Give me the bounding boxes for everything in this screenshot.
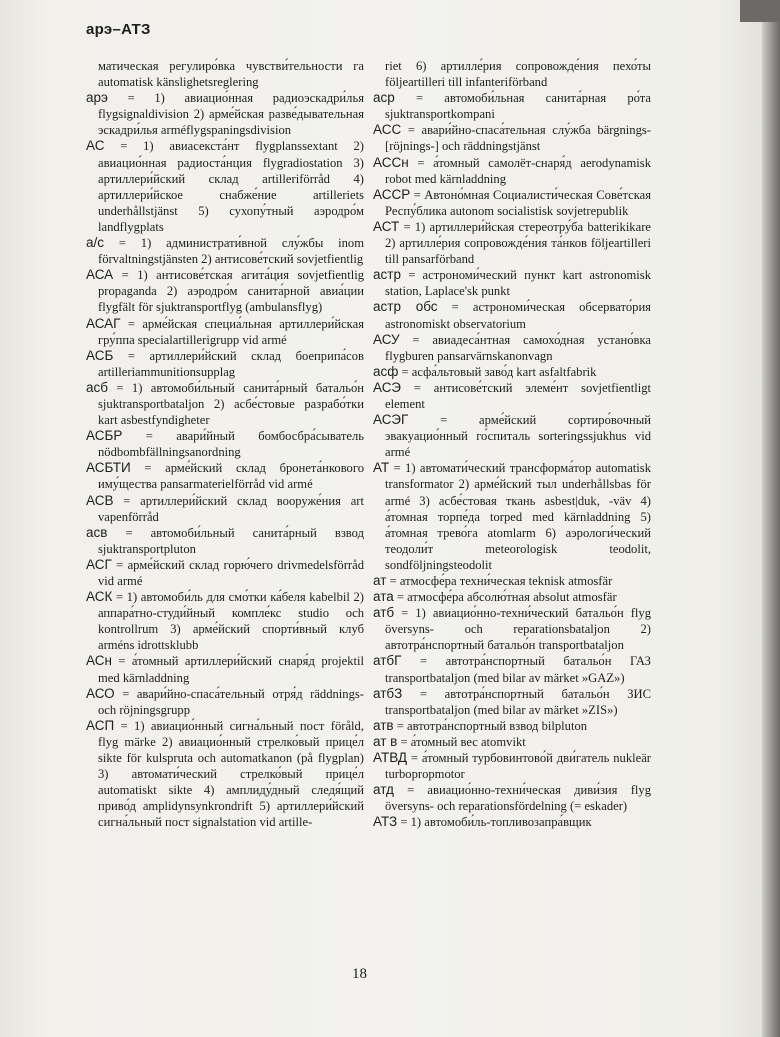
entry-headword: атб	[373, 605, 395, 621]
page-edge	[762, 0, 780, 1037]
left-column	[86, 58, 364, 831]
entry-definition: = 1) авиацио́нный сигна́льный пост föråld, flyg märke 2) авиацио́нный стрелко́вый прице́л sikte för kulspruta och automatkanon (på flygplan) 3) автомати́ческий стрелко́вый прице́л automatiskt sikte 4) амплиду́дный следя́щий приво́д amplidynsynkrondrift 5) артиллери́йский сигна́льный пост signalstation vid artille-	[98, 718, 364, 830]
entry-headword: АССн	[373, 154, 409, 170]
entry-definition: = астрономи́ческая обсервато́рия astronomiskt observatorium	[385, 300, 651, 331]
dictionary-entry	[373, 58, 651, 90]
dictionary-entry	[373, 589, 651, 605]
entry-definition: = автомоби́льная санита́рная ро́та sjuktransportkompani	[385, 91, 651, 122]
entry-definition: = арме́йский склад горю́чего drivmedelsförråd vid armé	[98, 557, 364, 588]
entry-headword: а/с	[86, 235, 105, 251]
entry-definition: = а́томный артиллери́йский снаря́д projektil med kärnladdning	[98, 654, 364, 685]
entry-definition: = 1) авиацио́нно-техни́ческий батальо́н flyg översyns- och reparationsbataljon 2) автотра́нспортный батальо́н transportbataljon	[385, 606, 651, 653]
dictionary-entry	[373, 219, 651, 267]
dictionary-entry	[86, 90, 364, 138]
entry-definition: = 1) автомати́ческий трансформа́тор automatisk transformator 2) арме́йский тыл underhållsbas för armé 3) асбе́стовая ткань asbest|duk, -väv 4) а́томная торпе́да torped med kärnladdning 5) а́томная трево́га atomlarm 6) аэрологи́ческий теодоли́т meteorologisk teodolit, sondföljningsteodolit	[385, 461, 651, 572]
entry-headword: АСА	[86, 267, 114, 283]
entry-definition: = атмосфе́ра абсолю́тная absolut atmosfär	[396, 590, 617, 605]
entry-headword: АСЭ	[373, 379, 402, 395]
entry-definition: = 1) автомоби́ль для смо́тки ка́беля kabelbil 2) аппара́тно-студи́йный компле́кс studio och kontrollrum 3) арме́йский спорти́вный клуб arméns idrottsklubb	[98, 590, 364, 653]
dictionary-entry	[373, 718, 651, 734]
entry-headword: АС	[86, 138, 105, 154]
entry-headword: асв	[86, 524, 108, 540]
entry-headword: АСУ	[373, 331, 400, 347]
entry-headword: атв	[373, 717, 394, 733]
dictionary-entry	[373, 460, 651, 573]
entry-definition: = 1) автомоби́льный санита́рный батальо́н sjuktransportbataljon 2) асбе́стовые разрабо́тки kart asbestfyndigheter	[98, 380, 364, 428]
entry-headword: ата	[373, 589, 394, 605]
dictionary-entry	[373, 90, 651, 122]
entry-headword: АСП	[86, 717, 115, 733]
dictionary-entry	[373, 412, 651, 460]
dictionary-entry	[373, 686, 651, 718]
entry-headword: АСБТИ	[86, 460, 131, 476]
dictionary-entry	[373, 299, 651, 331]
entry-headword: астр обс	[373, 299, 438, 315]
dictionary-entry	[86, 653, 364, 685]
entry-definition: = атмосфе́ра техни́ческая teknisk atmosfär	[389, 574, 613, 588]
dictionary-entry	[86, 235, 364, 267]
entry-definition: = 1) артиллери́йская стереотру́ба batterikikare 2) артилле́рия сопровожде́ния та́нков följeartilleri till pansarförband	[385, 219, 651, 267]
entry-definition: = а́томный вес atomvikt	[400, 734, 526, 749]
entry-definition: = автотра́нспортный батальо́н ЗИС transportbataljon (med bilar av märket »ZIS»)	[385, 686, 651, 717]
dictionary-entry	[373, 380, 651, 412]
entry-headword: асф	[373, 363, 399, 379]
entry-headword: АТВД	[373, 750, 408, 766]
entry-definition: = арме́йская специа́льная артиллери́йская гру́ппа specialartillerigrupp vid armé	[98, 316, 364, 347]
dictionary-entry	[86, 316, 364, 348]
entry-headword: АССР	[373, 186, 411, 202]
dictionary-entry	[373, 364, 651, 380]
entry-headword: атбГ	[373, 653, 402, 669]
entry-headword: АСК	[86, 589, 113, 605]
dictionary-entry	[86, 460, 364, 492]
entry-definition: = автотра́нспортный взвод bilpluton	[396, 718, 588, 733]
entry-headword: АСЭГ	[373, 412, 409, 428]
dictionary-entry	[373, 605, 651, 653]
entry-definition: = 1) администрати́вной слу́жбы inom förvaltningstjänsten 2) антисове́тский sovjetfientlig	[98, 236, 364, 267]
dictionary-entry	[373, 734, 651, 750]
dictionary-entry	[86, 428, 364, 460]
entry-headword: АСГ	[86, 556, 112, 572]
entry-headword: астр	[373, 267, 401, 283]
entry-definition: = 1) антисове́тская агита́ция sovjetfientlig propaganda 2) аэродро́м санита́рной авиа́ции flygfält för sjuktransportflyg (ambulansflyg)	[98, 268, 365, 315]
entry-definition: = авиадеса́нтная самохо́дная устано́вка flygburen pansarvärnskanonvagn	[385, 332, 651, 363]
entry-headword: АСБ	[86, 347, 114, 363]
entry-definition: = авари́йно-спаса́тельный отря́д räddnings- och röjningsgrupp	[98, 686, 364, 717]
entry-headword: асб	[86, 379, 108, 395]
dictionary-entry	[86, 493, 364, 525]
entry-definition: = артиллери́йский склад боеприпа́сов artilleriammunitionsupplag	[98, 348, 364, 379]
dictionary-entry	[86, 138, 364, 235]
dictionary-entry	[86, 380, 364, 428]
running-head: арэ–АТЗ	[86, 21, 151, 38]
dictionary-entry	[373, 187, 651, 219]
entry-definition: = артиллери́йский склад вооруже́ния art vapenförråd	[98, 493, 364, 524]
entry-definition: = 1) авиасекста́нт flygplanssextant 2) авиацио́нная радиоста́нция flygradiostation 3) артиллери́йский склад artilleriförråd 4) артиллери́йское снабже́ние artilleriets underhållstjänst 5) сухопу́тный аэродро́м landflygplats	[98, 139, 364, 234]
entry-headword: АСБР	[86, 428, 123, 444]
right-column	[373, 58, 651, 831]
dictionary-entry	[373, 750, 651, 782]
entry-definition: = астрономи́ческий пункт kart astronomisk station, Laplace'sk punkt	[385, 268, 652, 299]
dictionary-entry	[373, 573, 651, 589]
entry-headword: ат	[373, 573, 387, 588]
entry-headword: АСАГ	[86, 315, 121, 331]
entry-headword: АТЗ	[373, 814, 398, 830]
entry-headword: атд	[373, 782, 394, 798]
dictionary-entry	[86, 686, 364, 718]
entry-headword: атбЗ	[373, 685, 403, 701]
page-number: 18	[352, 966, 367, 982]
entry-definition: = 1) автомоби́ль-топливозапра́вщик	[400, 815, 592, 830]
entry-headword: ат в	[373, 733, 398, 749]
entry-definition: = автотра́нспортный батальо́н ГАЗ transportbataljon (med bilar av märket »GAZ»)	[385, 654, 651, 685]
entry-headword: аср	[373, 90, 395, 106]
dictionary-entry	[373, 332, 651, 364]
entry-headword: АТ	[373, 460, 390, 476]
entry-definition: = арме́йский склад бронета́нкового иму́щества pansarmaterielförråd vid armé	[98, 461, 364, 492]
dictionary-entry	[373, 155, 651, 187]
dictionary-entry	[86, 718, 364, 831]
entry-definition: = а́томный турбовинтово́й дви́гатель nukleär turbopropmotor	[385, 751, 651, 782]
entry-headword: АСО	[86, 685, 115, 701]
entry-definition: = Автоно́мная Социалисти́ческая Сове́тская Респу́блика autonom socialistisk sovjetrepublik	[385, 187, 651, 218]
entry-headword: АСС	[373, 122, 402, 138]
dictionary-entry	[373, 814, 651, 830]
entry-definition: = а́томный самолёт-снаря́д aerodynamisk robot med kärnladdning	[385, 155, 651, 186]
entry-headword: АСТ	[373, 218, 400, 234]
entry-definition: = арме́йский сортиро́вочный эвакуацио́нный го́спиталь sorteringssjukhus vid armé	[385, 413, 651, 460]
dictionary-entry	[373, 782, 651, 814]
dictionary-entry	[373, 267, 651, 299]
entry-headword: АСн	[86, 653, 112, 669]
entry-definition: = асфа́льтовый заво́д kart asfaltfabrik	[401, 364, 597, 379]
dictionary-entry	[373, 653, 651, 685]
entry-definition: = авиацио́нно-техни́ческая диви́зия flyg översyns- och reparationsfördelning (= eskader)	[385, 783, 651, 814]
page-corner	[740, 0, 780, 22]
entry-definition: = автомоби́льный санита́рный взвод sjuktransportpluton	[98, 525, 364, 556]
dictionary-entry	[86, 525, 364, 557]
entry-headword: арэ	[86, 90, 108, 106]
entry-definition: = авари́йно-спаса́тельная слу́жба bärgnings- [röjnings-] och räddningstjänst	[385, 123, 651, 154]
dictionary-entry	[86, 589, 364, 653]
entry-definition: = антисове́тский элеме́нт sovjetfientligt element	[385, 380, 651, 411]
entry-definition: = 1) авиацио́нная радиоэскадри́лья flygsignaldivision 2) арме́йская разве́дывательная эскадри́лья arméflygspaningsdivision	[98, 91, 364, 138]
entry-definition: матическая регулиро́вка чувстви́тельности га automatisk känslighetsreglering	[98, 59, 364, 90]
dictionary-entry	[373, 122, 651, 154]
dictionary-entry	[86, 557, 364, 589]
entry-headword: АСВ	[86, 492, 114, 508]
dictionary-entry	[86, 267, 364, 315]
entry-definition: = авари́йный бомбосбра́сыватель nödbombfällningsanordning	[98, 429, 364, 460]
dictionary-entry	[86, 348, 364, 380]
entry-definition: riet 6) артилле́рия сопровожде́ния пехо́ты följeartilleri till infanteriförband	[385, 59, 651, 90]
dictionary-entry	[86, 58, 364, 90]
